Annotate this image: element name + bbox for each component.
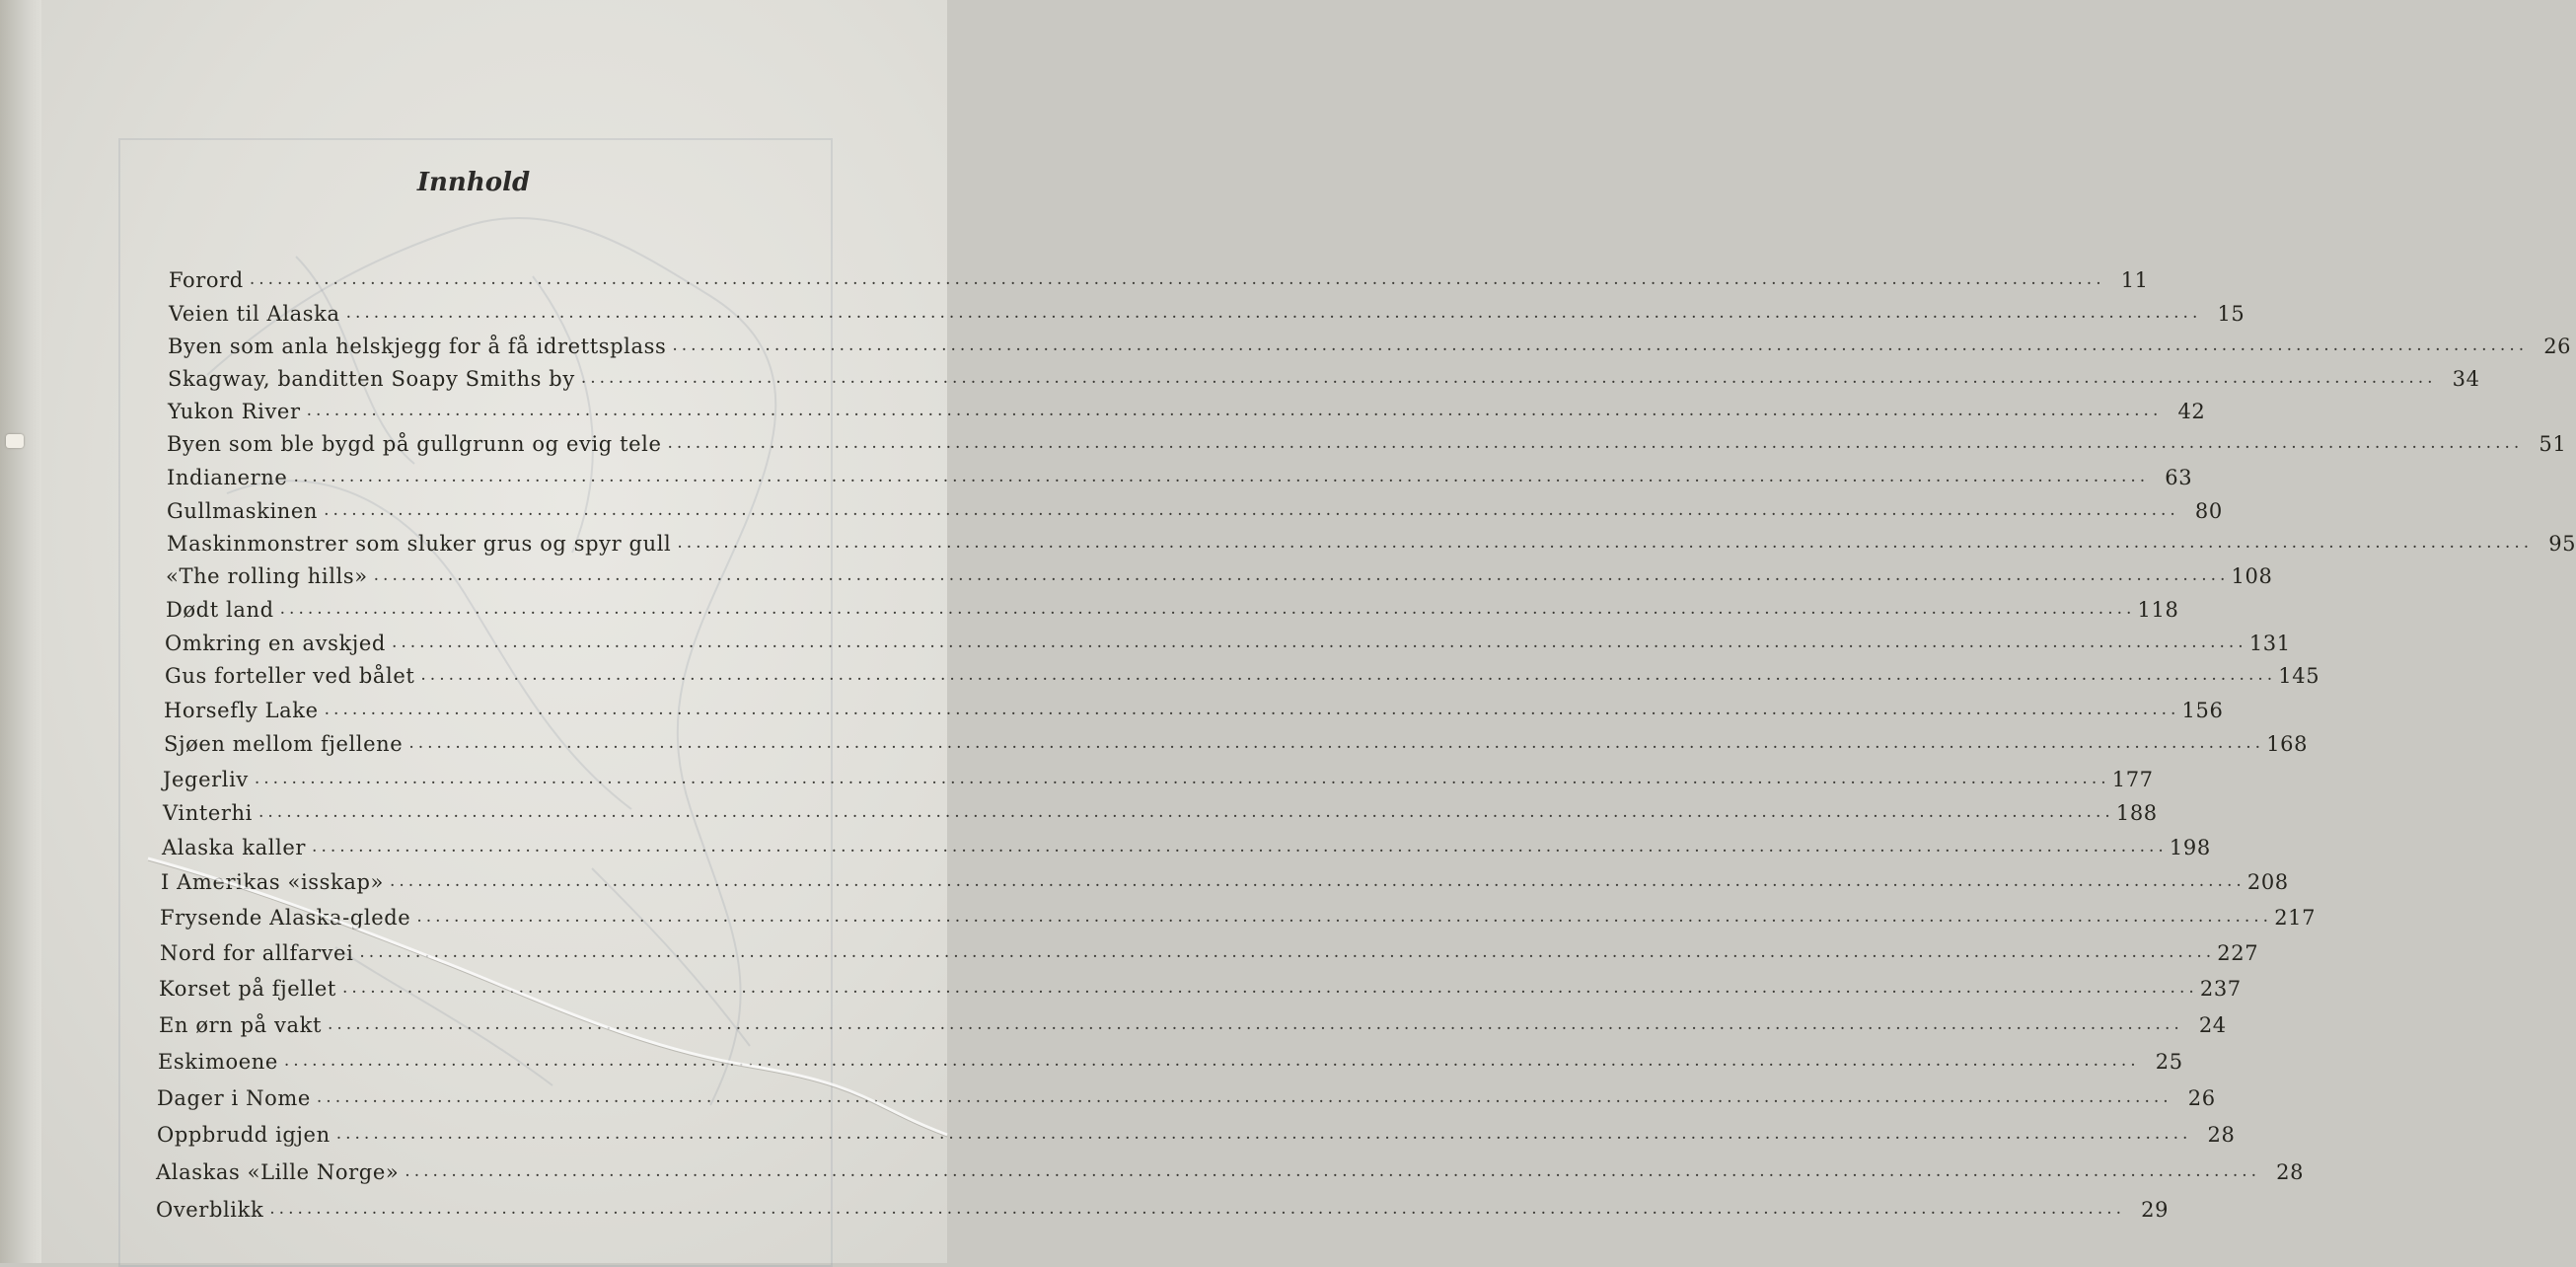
toc-entry bbox=[167, 526, 2576, 556]
toc-entry-page: 168 bbox=[2266, 732, 2309, 756]
toc-leader-dots: ........................................................................................................................................................................................................ bbox=[672, 335, 2529, 355]
toc-entry bbox=[160, 935, 2259, 965]
toc-entry-title: Horsefly Lake bbox=[164, 699, 319, 722]
toc-entry-page: 198 bbox=[2169, 836, 2211, 859]
toc-entry bbox=[166, 559, 2273, 588]
toc-entry-title: Overblikk bbox=[156, 1198, 264, 1222]
toc-leader-dots: ........................................................................................................................................................................................................ bbox=[283, 1051, 2140, 1071]
toc-leader-dots: ........................................................................................................................................................................................................ bbox=[341, 978, 2198, 998]
toc-entry-title: Dødt land bbox=[166, 598, 274, 622]
toc-entry-page: 25 bbox=[2155, 1050, 2183, 1074]
toc-entry bbox=[168, 329, 2572, 358]
toc-entry-page: 80 bbox=[2194, 499, 2223, 523]
toc-leader-dots: ........................................................................................................................................................................................................ bbox=[391, 633, 2247, 652]
toc-entry-page: 237 bbox=[2199, 977, 2242, 1001]
toc-entry-title: Nord for allfarvei bbox=[160, 941, 354, 965]
toc-entry-page: 108 bbox=[2231, 564, 2273, 588]
toc-entry-title: Byen som anla helskjegg for å få idrettsplass bbox=[168, 335, 667, 358]
toc-entry-title: Korset på fjellet bbox=[159, 977, 336, 1001]
toc-leader-dots: ........................................................................................................................................................................................................ bbox=[293, 467, 2150, 486]
toc-entry-title: Vinterhi bbox=[163, 801, 253, 825]
toc-entry-page: 118 bbox=[2137, 598, 2179, 622]
toc-entry bbox=[166, 592, 2179, 622]
toc-entry-page: 28 bbox=[2276, 1160, 2305, 1184]
toc-entry bbox=[157, 1081, 2216, 1110]
page-title: Innhold bbox=[416, 168, 531, 197]
toc-entry-title: Frysende Alaska-glede bbox=[160, 906, 411, 930]
toc-leader-dots: ........................................................................................................................................................................................................ bbox=[389, 871, 2245, 891]
toc-entry bbox=[164, 726, 2309, 756]
toc-entry-title: Alaskas «Lille Norge» bbox=[156, 1160, 400, 1184]
toc-entry-title: Dager i Nome bbox=[157, 1086, 311, 1110]
toc-entry bbox=[167, 493, 2223, 523]
toc-entry-title: En ørn på vakt bbox=[159, 1013, 322, 1037]
toc-entry-page: 156 bbox=[2181, 699, 2224, 722]
toc-leader-dots: ........................................................................................................................................................................................................ bbox=[405, 1161, 2261, 1181]
toc-entry-page: 95 bbox=[2548, 532, 2576, 556]
toc-entry bbox=[159, 971, 2242, 1001]
toc-leader-dots: ........................................................................................................................................................................................................ bbox=[316, 1087, 2172, 1107]
toc-entry-page: 29 bbox=[2141, 1198, 2170, 1222]
toc-leader-dots: ........................................................................................................................................................................................................ bbox=[269, 1199, 2126, 1219]
toc-entry bbox=[163, 795, 2158, 825]
toc-entry bbox=[168, 394, 2206, 423]
toc-entry bbox=[165, 658, 2320, 688]
toc-leader-dots: ........................................................................................................................................................................................................ bbox=[373, 565, 2230, 585]
toc-entry-page: 24 bbox=[2198, 1013, 2227, 1037]
toc-entry-page: 131 bbox=[2248, 632, 2291, 655]
toc-entry bbox=[158, 1044, 2183, 1074]
toc-entry-title: Sjøen mellom fjellene bbox=[164, 732, 404, 756]
toc-entry-page: 28 bbox=[2207, 1123, 2236, 1147]
toc-entry bbox=[161, 864, 2289, 894]
toc-entry-title: Alaska kaller bbox=[162, 836, 307, 859]
toc-entry bbox=[160, 900, 2317, 930]
toc-entry-page: 51 bbox=[2539, 432, 2567, 456]
toc-leader-dots: ........................................................................................................................................................................................................ bbox=[254, 769, 2110, 788]
toc-entry-page: 26 bbox=[2543, 335, 2572, 358]
toc-entry bbox=[164, 693, 2224, 722]
toc-leader-dots: ........................................................................................................................................................................................................ bbox=[324, 700, 2180, 719]
toc-entry-page: 42 bbox=[2177, 400, 2206, 423]
toc-leader-dots: ........................................................................................................................................................................................................ bbox=[324, 500, 2179, 520]
toc-entry-title: Skagway, banditten Soapy Smiths by bbox=[168, 367, 575, 391]
toc-entry-page: 11 bbox=[2120, 268, 2149, 292]
toc-leader-dots: ........................................................................................................................................................................................................ bbox=[258, 802, 2114, 822]
toc-entry bbox=[169, 262, 2149, 292]
toc-entry bbox=[167, 460, 2193, 489]
toc-entry-title: Byen som ble bygd på gullgrunn og evig tele bbox=[167, 432, 662, 456]
toc-entry-title: «The rolling hills» bbox=[166, 564, 368, 588]
toc-entry bbox=[165, 626, 2291, 655]
toc-entry-title: Gus forteller ved bålet bbox=[165, 664, 415, 688]
toc-entry-page: 26 bbox=[2187, 1086, 2216, 1110]
toc-leader-dots: ........................................................................................................................................................................................................ bbox=[306, 401, 2163, 420]
toc-entry-title: I Amerikas «isskap» bbox=[161, 870, 384, 894]
toc-entry-title: Omkring en avskjed bbox=[165, 632, 386, 655]
toc-entry-title: Indianerne bbox=[167, 466, 288, 489]
toc-entry-page: 34 bbox=[2452, 367, 2480, 391]
toc-entry-title: Maskinmonstrer som sluker grus og spyr gull bbox=[167, 532, 672, 556]
toc-leader-dots: ........................................................................................................................................................................................................ bbox=[408, 733, 2265, 753]
toc-entry-title: Forord bbox=[169, 268, 244, 292]
toc-entry-title: Yukon River bbox=[168, 400, 301, 423]
toc-leader-dots: ........................................................................................................................................................................................................ bbox=[359, 942, 2216, 962]
toc-leader-dots: ........................................................................................................................................................................................................ bbox=[279, 599, 2136, 619]
toc-leader-dots: ........................................................................................................................................................................................................ bbox=[667, 433, 2524, 453]
toc-leader-dots: ........................................................................................................................................................................................................ bbox=[312, 837, 2168, 857]
toc-entry-page: 177 bbox=[2111, 768, 2154, 791]
toc-leader-dots: ........................................................................................................................................................................................................ bbox=[328, 1014, 2183, 1034]
toc-entry bbox=[169, 296, 2245, 326]
toc-entry-page: 15 bbox=[2217, 302, 2245, 326]
toc-entry-page: 217 bbox=[2274, 906, 2317, 930]
toc-entry-title: Jegerliv bbox=[163, 768, 249, 791]
toc-leader-dots: ........................................................................................................................................................................................................ bbox=[416, 907, 2273, 927]
toc-entry-title: Gullmaskinen bbox=[167, 499, 319, 523]
toc-leader-dots: ........................................................................................................................................................................................................ bbox=[345, 303, 2202, 323]
toc-entry bbox=[157, 1117, 2236, 1147]
toc-entry bbox=[156, 1192, 2170, 1222]
toc-entry-page: 63 bbox=[2165, 466, 2193, 489]
toc-entry-page: 188 bbox=[2115, 801, 2158, 825]
toc-entry bbox=[163, 762, 2154, 791]
toc-entry bbox=[159, 1007, 2227, 1037]
toc-entry bbox=[168, 361, 2480, 391]
toc-leader-dots: ........................................................................................................................................................................................................ bbox=[249, 269, 2105, 289]
toc-entry-page: 208 bbox=[2246, 870, 2289, 894]
toc-leader-dots: ........................................................................................................................................................................................................ bbox=[335, 1124, 2192, 1144]
toc-entry-title: Eskimoene bbox=[158, 1050, 278, 1074]
toc-entry bbox=[162, 830, 2211, 859]
toc-entry-page: 227 bbox=[2217, 941, 2259, 965]
toc-leader-dots: ........................................................................................................................................................................................................ bbox=[580, 368, 2437, 388]
toc-leader-dots: ........................................................................................................................................................................................................ bbox=[677, 533, 2534, 553]
toc-entry bbox=[156, 1155, 2305, 1184]
toc-entry-title: Veien til Alaska bbox=[169, 302, 340, 326]
toc-entry-title: Oppbrudd igjen bbox=[157, 1123, 331, 1147]
toc-entry bbox=[167, 426, 2567, 456]
toc-leader-dots: ........................................................................................................................................................................................................ bbox=[420, 665, 2277, 685]
toc-entry-page: 145 bbox=[2278, 664, 2320, 688]
